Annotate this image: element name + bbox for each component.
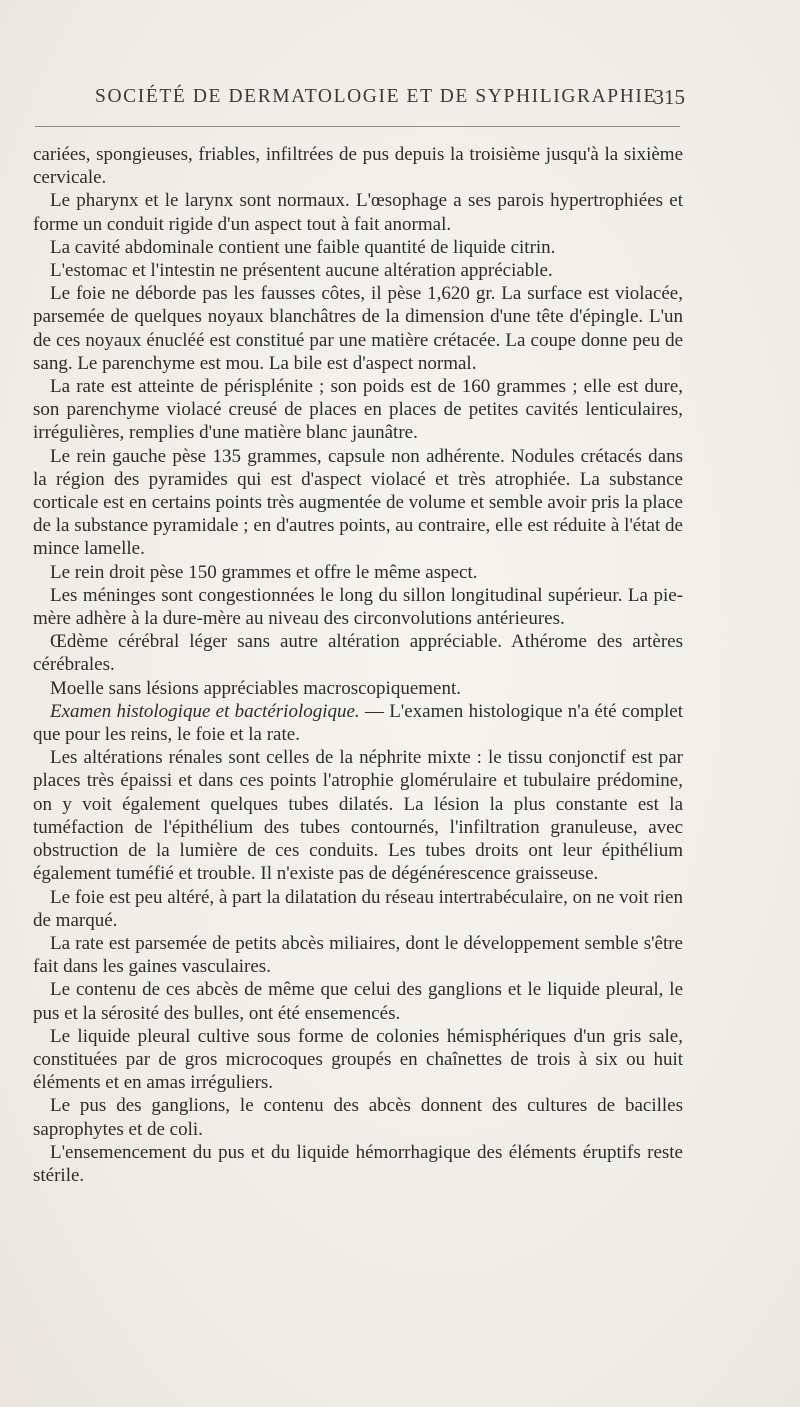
paragraph: La rate est parsemée de petits abcès miliaires, dont le développement semble s'être fait dans les gaines vasculaires. <box>33 932 683 978</box>
paragraph: Le contenu de ces abcès de même que celui des ganglions et le liquide pleural, le pus et la sérosité des bulles, ont été ensemencés. <box>33 979 683 1024</box>
section-heading-italic: Examen histologique et bactériologique. <box>50 700 360 722</box>
paragraph: L'ensemencement du pus et du liquide hémorrhagique des éléments éruptifs reste stérile. <box>33 1141 683 1186</box>
paragraph: Le foie ne déborde pas les fausses côtes, il pèse 1,620 gr. La surface est violacée, parsemée de quelques noyaux blanchâtres de la dimension d'une tête d'épingle. L'un de ces noyaux énucléé est constitué par une matière crétacée. La coupe donne peu de sang. Le parenchyme est mou. La bile est d'aspect normal. <box>33 283 683 374</box>
paragraph: L'estomac et l'intestin ne présentent aucune altération appréciable. <box>50 260 553 282</box>
paragraph: Les méninges sont congestionnées le long du sillon longitudinal supérieur. La pie-mère adhère à la dure-mère au niveau des circonvolutions antérieures. <box>33 584 683 630</box>
paragraph: La rate est atteinte de périsplénite ; son poids est de 160 grammes ; elle est dure, son parenchyme violacé creusé de places en places de petites cavités lenticulaires, irrégulières, remplies d'une matière blanc jaunâtre. <box>33 376 683 444</box>
paragraph: Le rein droit pèse 150 grammes et offre le même aspect. <box>50 561 478 583</box>
paragraph: Le liquide pleural cultive sous forme de colonies hémisphériques d'un gris sale, constituées par de gros microcoques groupés en chaînettes de trois à six ou huit éléments et en amas irréguliers. <box>33 1025 683 1094</box>
header-rule <box>35 126 680 127</box>
page-header <box>95 86 685 116</box>
paragraph: La cavité abdominale contient une faible quantité de liquide citrin. <box>50 236 556 258</box>
paragraph: Moelle sans lésions appréciables macroscopiquement. <box>50 677 462 699</box>
exam-paragraph <box>33 700 683 746</box>
paragraph: Les altérations rénales sont celles de la néphrite mixte : le tissu conjonctif est par places très épaissi et dans ces points l'atrophie glomérulaire et tubulaire prédomine, on y voit également quelques tubes dilatés. La lésion la plus constante est la tuméfaction de l'épithélium des tubes contournés, l'infiltration granuleuse, avec obstruction de la lumière de ces conduits. Les tubes droits ont leur épithélium également tuméfié et trouble. Il n'existe pas de dégénérescence graisseuse. <box>33 747 683 885</box>
exam-text: — L'examen histologique n'a été complet que pour les reins, le foie et la rate. <box>33 700 683 746</box>
body-text <box>33 143 683 1187</box>
paragraph: Œdème cérébral léger sans autre altération appréciable. Athérome des artères cérébrales. <box>33 631 683 676</box>
running-title: SOCIÉTÉ DE DERMATOLOGIE ET DE SYPHILIGRAPHIE <box>95 86 658 107</box>
paragraph: Le pharynx et le larynx sont normaux. L'œsophage a ses parois hypertrophiées et forme un conduit rigide d'un aspect tout à fait anormal. <box>33 190 683 235</box>
paragraph: Le rein gauche pèse 135 grammes, capsule non adhérente. Nodules crétacés dans la région des pyramides qui est d'aspect violacé et très atrophiée. La substance corticale est en certains points très augmentée de volume et semble avoir pris la place de la substance pyramidale ; en d'autres points, au contraire, elle est réduite à l'état de mince lamelle. <box>33 445 683 560</box>
paragraph: cariées, spongieuses, friables, infiltrées de pus depuis la troisième jusqu'à la sixième cervicale. <box>33 144 683 189</box>
paragraph: Le foie est peu altéré, à part la dilatation du réseau intertrabéculaire, on ne voit rien de marqué. <box>33 886 683 931</box>
page-number: 315 <box>653 85 685 109</box>
paragraph: Le pus des ganglions, le contenu des abcès donnent des cultures de bacilles saprophytes et de coli. <box>33 1095 683 1140</box>
